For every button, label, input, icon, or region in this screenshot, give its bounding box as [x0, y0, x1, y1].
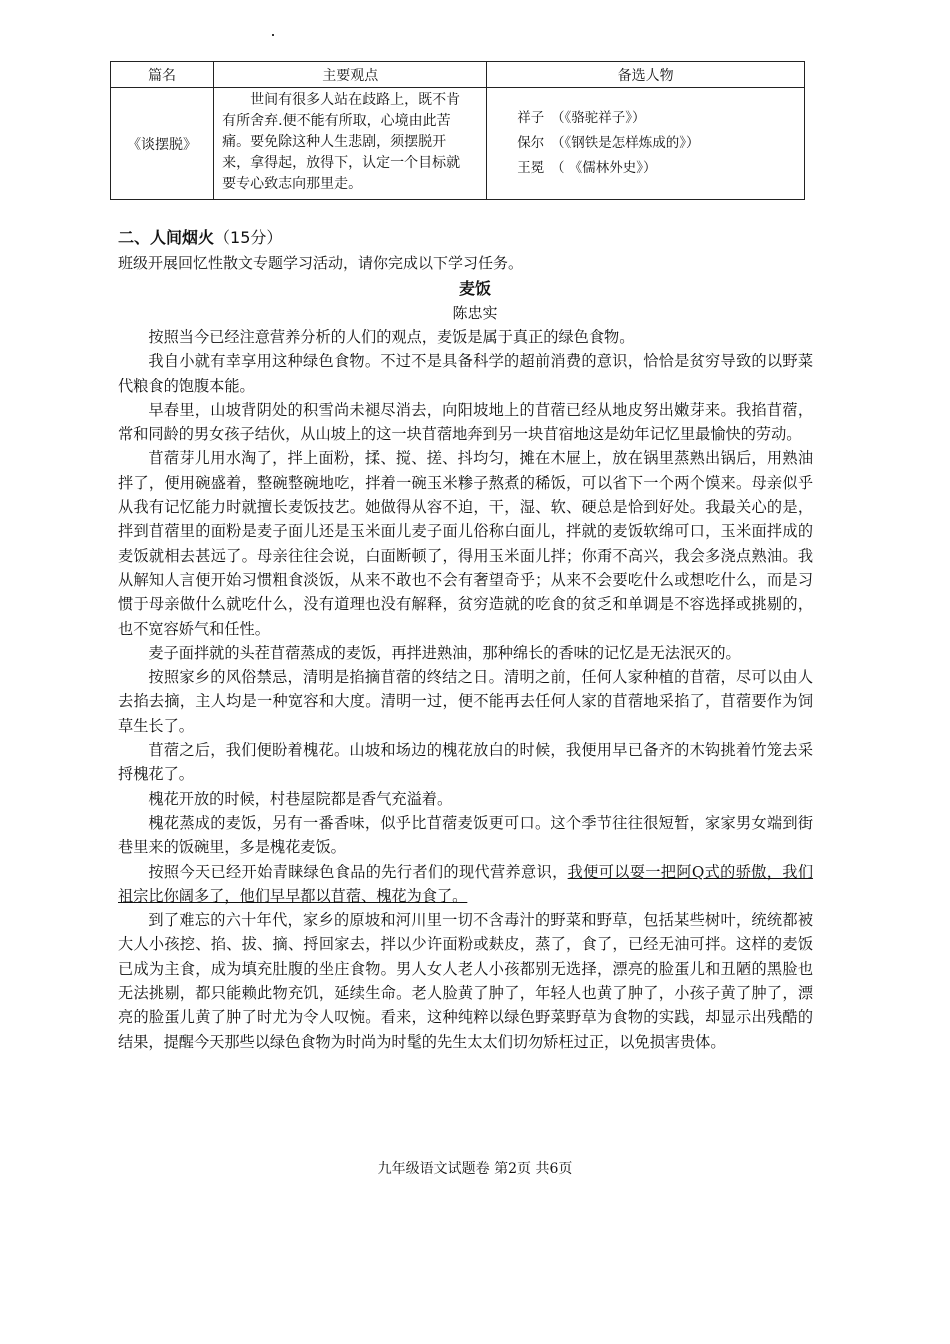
paragraph-underlined	[118, 860, 813, 909]
candidate-book: （《钢铁是怎样炼成的》）	[557, 135, 700, 151]
candidate-3	[517, 156, 804, 181]
header-candidates: 备选人物	[487, 62, 805, 88]
section-heading	[118, 225, 282, 248]
paragraph: 苜蓿之后，我们便盼着槐花。山坡和场边的槐花放白的时候，我便用早已备齐的木钩挑着竹笼去采捋槐花了。	[118, 741, 813, 784]
candidate-book: （《骆驼祥子》）	[557, 110, 646, 126]
article-author: 陈忠实	[452, 304, 498, 322]
section-score: （15分）	[214, 228, 283, 247]
main-view-text: 世间有很多人站在歧路上，既不肯有所舍弃.便不能有所取，心境由此苦痛。要免除这种人生悲剧，须摆脱开来，拿得起，放得下，认定一个目标就要专心致志向那里走。	[222, 92, 461, 192]
section-title: 二、人间烟火	[118, 228, 215, 247]
article-title: 麦饭	[458, 279, 491, 298]
candidate-name: 祥子	[517, 110, 545, 126]
character-table	[110, 61, 805, 200]
paragraph: 我自小就有幸享用这种绿色食物。不过不是具备科学的超前消费的意识，恰恰是贫穷导致的以野菜代粮食的饱腹本能。	[118, 352, 813, 395]
candidate-1	[517, 106, 804, 131]
paragraph: 麦子面拌就的头茬苜蓿蒸成的麦饭，再拌进熟油，那种绵长的香味的记忆是无法泯灭的。	[148, 643, 741, 662]
paragraph-text: 按照今天已经开始青睐绿色食品的先行者们的现代营养意识，	[148, 862, 568, 881]
paragraph: 苜蓿芽儿用水淘了，拌上面粉，揉、搅、搓、抖均匀，摊在木屉上，放在锅里蒸熟出锅后，用熟油拌了，便用碗盛着，整碗整碗地吃，拌着一碗玉米糁子熬煮的稀饭，可以省下一个两个馍来。母亲似乎从我有记忆能力时就擅长麦饭技艺。她做得从容不迫，干，湿、软、硬总是恰到好处。我最关心的是，拌到苜蓿里的面粉是麦子面儿还是玉米面儿麦子面儿俗称白面儿，拌就的麦饭软绵可口，玉米面拌成的麦饭就相去甚远了。母亲往往会说，白面断顿了，得用玉米面儿拌；你甭不高兴，我会多浇点熟油。我从解知人言便开始习惯粗食淡饭，从来不敢也不会有奢望奇乎；从来不会要吃什么或想吃什么，而是习惯于母亲做什么就吃什么，没有道理也没有解释，贫穷造就的吃食的贫乏和单调是不容选择或挑剔的，也不宽容娇气和任性。	[118, 449, 813, 638]
candidates-cell	[487, 88, 805, 200]
candidate-2	[517, 131, 804, 156]
page-footer: 九年级语文试题卷 第2页 共6页	[377, 1161, 573, 1177]
candidate-name: 保尔	[517, 135, 545, 151]
paragraph: 到了难忘的六十年代，家乡的原坡和河川里一切不含毒汁的野菜和野草，包括某些树叶，统统都被大人小孩挖、掐、拔、摘、捋回家去，拌以少许面粉或麸皮，蒸了，食了，已经无油可拌。这样的麦饭已成为主食，成为填充肚腹的坐庄食物。男人女人老人小孩都别无选择，漂亮的脸蛋儿和丑陋的黑脸也无法挑剔，都只能赖此物充饥，延续生命。老人脸黄了肿了，年轻人也黄了肿了，小孩子黄了肿了，漂亮的脸蛋儿黄了肿了时尤为令人叹惋。看来，这种纯粹以绿色野菜野草为食物的实践，却显示出残酷的结果，提醒今天那些以绿色食物为时尚为时髦的先生太太们切勿矫枉过正，以免损害贵体。	[118, 911, 813, 1051]
essay-title: 《谈摆脱》	[111, 88, 214, 200]
paragraph: 早春里，山坡背阴处的积雪尚未褪尽消去，向阳坡地上的苜蓿已经从地皮努出嫩芽来。我掐苜蓿，常和同龄的男女孩子结伙，从山坡上的这一块苜蓿地奔到另一块苜宿地这是幼年记忆里最愉快的劳动。	[118, 400, 813, 444]
header-view: 主要观点	[214, 62, 487, 88]
paragraph: 槐花蒸成的麦饭，另有一番香味，似乎比苜蓿麦饭更可口。这个季节往往很短暂，家家男女端到街巷里来的饭碗里，多是槐花麦饭。	[118, 813, 813, 857]
paragraph: 按照当今已经注意营养分析的人们的观点，麦饭是属于真正的绿色食物。	[148, 328, 635, 346]
main-view	[214, 88, 487, 200]
paragraph: 槐花开放的时候，村巷屋院都是香气充溢着。	[148, 789, 453, 808]
paragraph: 按照家乡的风俗禁忌，清明是掐摘苜蓿的终结之日。清明之前，任何人家种植的苜蓿，尽可以由人去掐去摘，主人均是一种宽容和大度。清明一过，便不能再去任何人家的苜蓿地采掐了，苜蓿要作为饲草生长了。	[118, 668, 813, 735]
underlined-sentence: 我便可以耍一把阿Q式的骄傲，我们祖宗比你阔多了，他们早早都以苜蓿、槐花为食了。	[118, 862, 814, 905]
scan-speck	[272, 34, 274, 36]
task-intro: 班级开展回忆性散文专题学习活动，请你完成以下学习任务。	[118, 254, 524, 272]
candidate-book: （ 《儒林外史》）	[557, 160, 657, 176]
candidate-name: 王冕	[517, 160, 545, 176]
header-title: 篇名	[111, 62, 214, 88]
table-row	[111, 88, 805, 200]
table-header-row	[111, 62, 805, 88]
article-body	[118, 325, 813, 1054]
